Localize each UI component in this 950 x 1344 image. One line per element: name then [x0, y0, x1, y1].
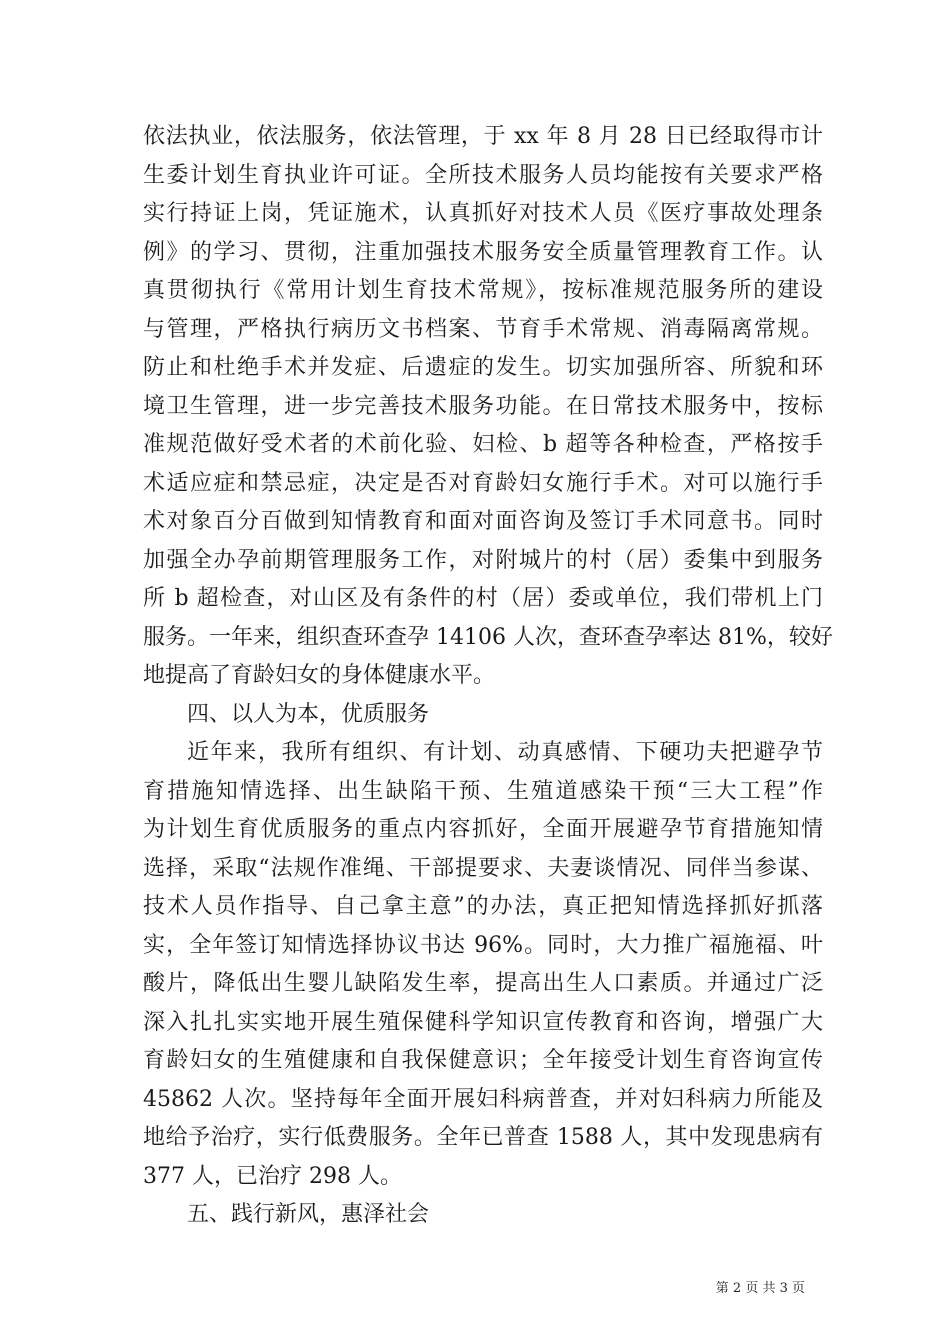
text-line: 服务。一年来，组织查环查孕 14106 人次，查环查孕率达 81%，较好: [143, 624, 833, 650]
text-line: 例》的学习、贯彻，注重加强技术服务安全质量管理教育工作。认: [143, 239, 823, 265]
section-heading: 五、践行新风，惠泽社会: [187, 1202, 430, 1227]
text-line: 境卫生管理，进一步完善技术服务功能。在日常技术服务中，按标: [143, 393, 823, 419]
text-line: 育措施知情选择、出生缺陷干预、生殖道感染干预“三大工程”作: [143, 778, 823, 804]
text-line: 377 人，已治疗 298 人。: [143, 1163, 402, 1189]
section-heading: 四、以人为本，优质服务: [187, 701, 430, 727]
text-line: 酸片，降低出生婴儿缺陷发生率，提高出生人口素质。并通过广泛: [143, 971, 823, 996]
text-line: 近年来，我所有组织、有计划、动真感情、下硬功夫把避孕节: [187, 740, 823, 765]
text-line: 依法执业，依法服务，依法管理，于 xx 年 8 月 28 日已经取得市计: [143, 124, 823, 149]
text-line: 术适应症和禁忌症，决定是否对育龄妇女施行手术。对可以施行手: [143, 470, 823, 496]
text-line: 实行持证上岗，凭证施术，认真抓好对技术人员《医疗事故处理条: [143, 201, 823, 226]
text-line: 所 b 超检查，对山区及有条件的村（居）委或单位，我们带机上门: [143, 586, 823, 611]
text-line: 真贯彻执行《常用计划生育技术常规》，按标准规范服务所的建设: [143, 278, 823, 303]
text-line: 准规范做好受术者的术前化验、妇检、b 超等各种检查，严格按手: [143, 432, 823, 457]
text-line: 实，全年签订知情选择协议书达 96%。同时，大力推广福施福、叶: [143, 932, 823, 958]
text-line: 加强全办孕前期管理服务工作，对附城片的村（居）委集中到服务: [143, 547, 823, 573]
text-line: 技术人员作指导、自己拿主意”的办法，真正把知情选择抓好抓落: [143, 894, 823, 919]
text-line: 防止和杜绝手术并发症、后遗症的发生。切实加强所容、所貌和环: [143, 355, 823, 380]
text-line: 45862 人次。坚持每年全面开展妇科病普查，并对妇科病力所能及: [143, 1086, 823, 1112]
text-line: 地提高了育龄妇女的身体健康水平。: [143, 663, 496, 688]
text-line: 为计划生育优质服务的重点内容抓好，全面开展避孕节育措施知情: [143, 817, 823, 842]
text-line: 深入扎扎实实地开展生殖保健科学知识宣传教育和咨询，增强广大: [143, 1009, 823, 1035]
page-number: 第 2 页 共 3 页: [715, 1281, 805, 1296]
text-line: 地给予治疗，实行低费服务。全年已普查 1588 人，其中发现患病有: [143, 1125, 823, 1150]
text-line: 育龄妇女的生殖健康和自我保健意识；全年接受计划生育咨询宣传: [143, 1048, 823, 1073]
text-line: 生委计划生育执业许可证。全所技术服务人员均能按有关要求严格: [143, 162, 823, 188]
text-line: 与管理，严格执行病历文书档案、节育手术常规、消毒隔离常规。: [143, 316, 823, 342]
body-text: [143, 118, 833, 1235]
text-line: 选择，采取“法规作准绳、干部提要求、夫妻谈情况、同伴当参谋、: [143, 855, 823, 881]
text-line: 术对象百分百做到知情教育和面对面咨询及签订手术同意书。同时: [143, 509, 823, 534]
